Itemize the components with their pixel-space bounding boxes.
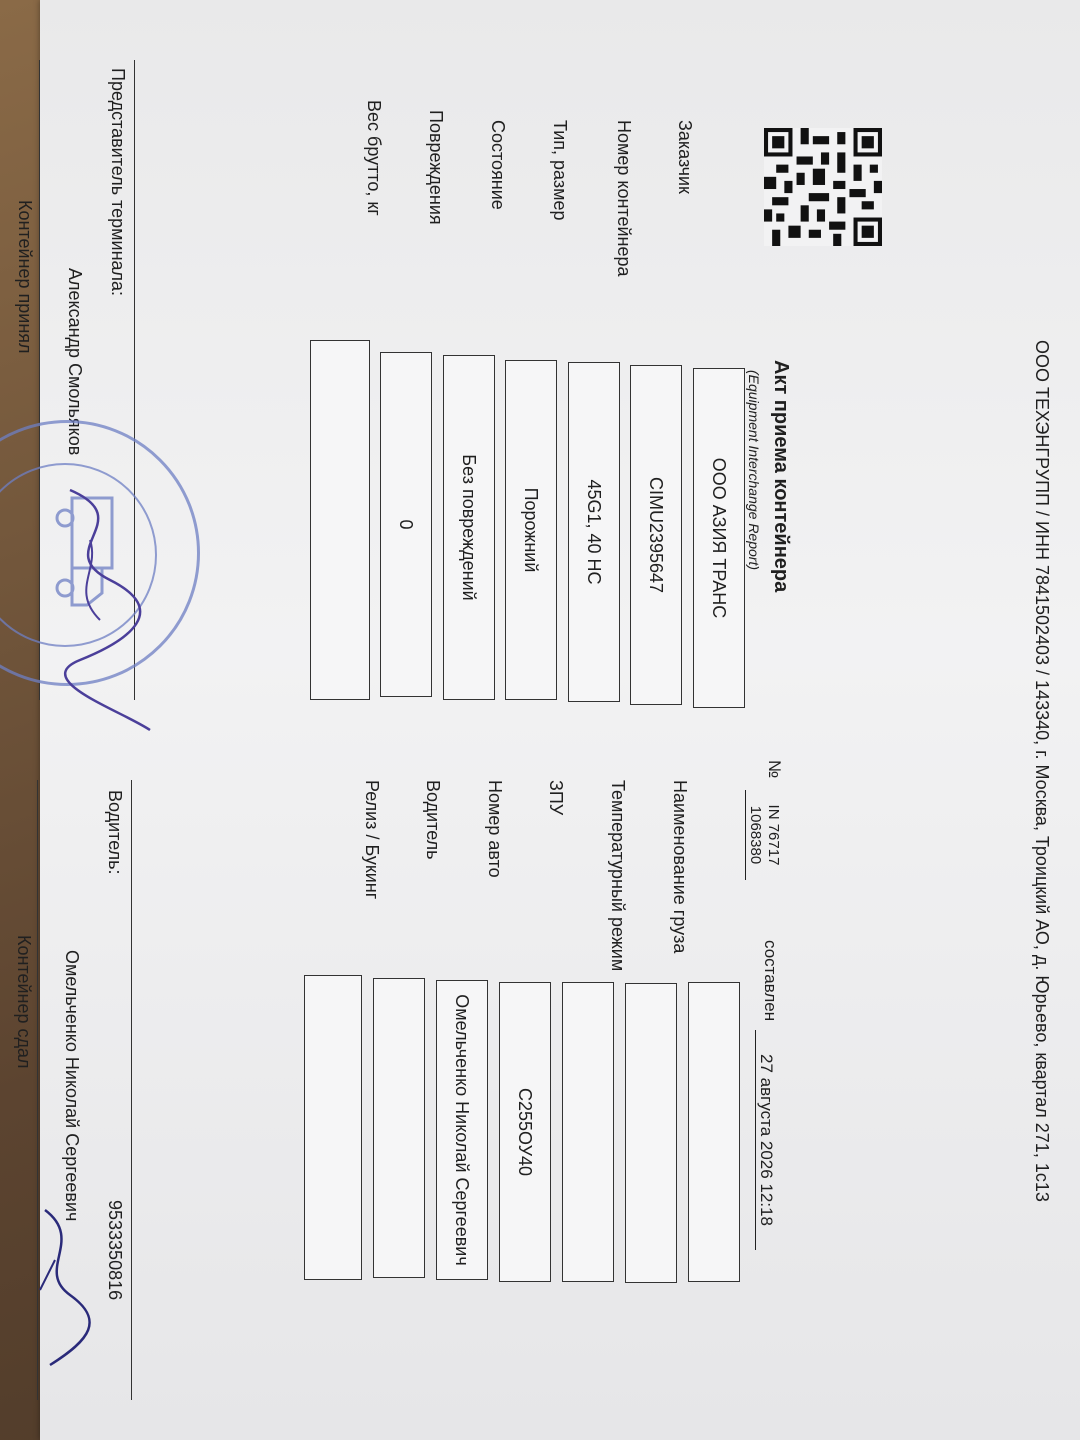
qr-code-icon [764,128,882,246]
document-sheet [14,0,1080,1440]
document-number-primary: IN 76717 [765,804,782,866]
document-number-secondary: 1068380 [747,805,764,865]
terminal-rep-label: Представитель терминала: [108,68,128,297]
driver-phone: 9533350816 [105,1200,125,1301]
document-date: 27 августа 2026 12:18 [755,1030,776,1250]
field-cargo-name[interactable] [688,982,740,1282]
field-release-booking[interactable] [373,978,425,1278]
label-temperature: Температурный режим [608,780,628,972]
label-damages: Повреждения [426,110,446,225]
label-driver: Водитель [423,780,443,860]
company-header: ООО ТЕХЭНГРУПП / ИНН 7841502403 / 143340, г. Москва, Троицкий АО, д. Юрьево, квартал 271, 1с13 [1032,340,1052,1202]
terminal-rep-name: Александр Смольяков [65,268,85,456]
label-seal: ЗПУ [546,780,566,816]
driver-box-top [131,780,132,1400]
field-driver[interactable]: Омельченко Николай Сергеевич [436,980,488,1280]
label-gross-weight: Вес брутто, кг [364,100,384,216]
label-type-size: Тип, размер [550,120,570,221]
field-customer[interactable]: ООО АЗИЯ ТРАНС [693,368,745,708]
terminal-signature [40,480,160,740]
composed-label: составлен [761,940,780,1022]
label-cargo-name: Наименование груза [670,780,690,954]
driver-caption: Контейнер сдал [14,935,34,1069]
field-gross-weight[interactable]: 0 [380,352,432,697]
field-vehicle-number[interactable]: С255ОУ40 [499,982,551,1282]
field-container-number[interactable]: CIMU2395647 [630,365,682,705]
field-right-extra[interactable] [304,975,362,1280]
label-container-number: Номер контейнера [614,120,634,277]
document-subtitle: (Equipment Interchange Report) [746,370,762,570]
field-seal[interactable] [562,982,614,1282]
document-title: Акт приема контейнера [770,360,792,593]
field-type-size[interactable]: 45G1, 40 HC [568,362,620,702]
field-temperature[interactable] [625,983,677,1283]
field-condition[interactable]: Порожний [505,360,557,700]
field-left-extra[interactable] [310,340,370,700]
driver-label: Водитель: [105,790,125,875]
field-damages[interactable]: Без повреждений [443,355,495,700]
label-release-booking: Релиз / Букинг [362,780,382,900]
number-label: № [765,760,784,779]
label-customer: Заказчик [675,120,695,194]
terminal-caption: Контейнер принял [15,200,35,354]
driver-name: Омельченко Николай Сергеевич [62,950,82,1222]
label-vehicle-number: Номер авто [485,780,505,878]
label-condition: Состояние [488,120,508,210]
driver-signature [25,1200,95,1380]
document-number [745,790,782,880]
